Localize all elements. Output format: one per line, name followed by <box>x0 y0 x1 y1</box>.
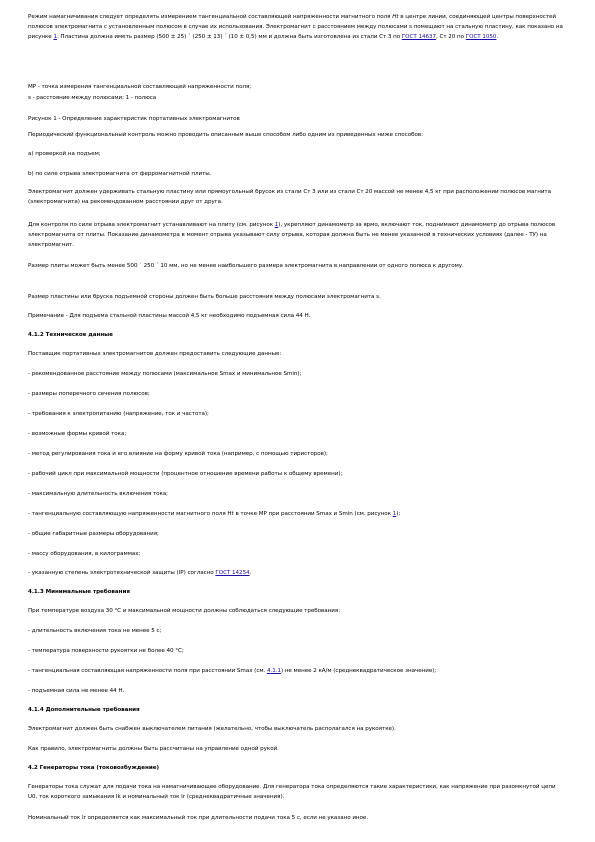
item-a: a) проверкой на подъем; <box>28 151 101 157</box>
list-item-tangential: - тангенциальную составляющую напряженности магнитного поля Ht в точке MP при расстоянии Smax и Smin (см. рисунок 1); <box>28 511 401 517</box>
paragraph-generators: Генераторы тока служат для подачи тока на намагничивающее оборудование. Для генератора тока определяются такие характеристики, как напряжение при разомкнутой цепи U0, ток короткого замыкания Ik и номинальный ток Ir (среднеквадратичные значения). <box>28 784 556 800</box>
list-item-ht: - тангенциальная составляющая напряженности поля при расстоянии Smax (см. 4.1.1) не менее 2 кА/м (среднеквадратическое значение); <box>28 668 437 674</box>
heading-4-1-3: 4.1.3 Минимальные требования <box>28 589 130 595</box>
figure-1-link[interactable]: 1 <box>53 34 57 40</box>
list-item: - рекомендованное расстояние между полюсами (максимальное Smax и минимальное Smin); <box>28 371 302 377</box>
list-item: - массу оборудования, в килограммах; <box>28 551 141 557</box>
paragraph-electromagnet-hold: Электромагнит должен удерживать стальную пластину или прямоугольный брусок из стали Ст 3 или из стали Ст 20 массой не менее 4,5 кг при расположении полюсов магнита (электромагнита) на рекомендованном расстоянии друг от друга. <box>28 189 552 205</box>
heading-4-1-2: 4.1.2 Техническое данные <box>28 332 113 338</box>
gost-14254-link[interactable]: ГОСТ 14254 <box>215 570 250 576</box>
item-b: b) по силе отрыва электромагнита от ферромагнитной плиты. <box>28 171 212 177</box>
paragraph-plate-size: Размер плиты может быть менее 500 ´ 250 ´ 10 мм, но не менее наибольшего размера электромагнита в направлении от одного полюса к другому. <box>28 263 464 269</box>
section-4-1-1-link[interactable]: 4.1.1 <box>266 668 281 674</box>
list-item: - возможные формы кривой тока; <box>28 431 127 437</box>
paragraph-bar-size: Размер пластины или бруска подъемной стороны должен быть больше расстояния между полюсами электромагнита s. <box>28 294 381 300</box>
gost-1050-link[interactable]: ГОСТ 1050 <box>465 34 497 40</box>
figure-caption: Рисунок 1 - Определение характеристик портативных электромагнитов <box>28 116 240 122</box>
list-item: - общие габаритные размеры оборудования; <box>28 531 159 537</box>
legend-s: s - расстояние между полюсами; 1 - полюса <box>28 95 157 101</box>
list-item: - метод регулирования тока и его влияние на форму кривой тока (например, с помощью тиристоров); <box>28 451 328 457</box>
gost-14637-link[interactable]: ГОСТ 14637 <box>401 34 437 40</box>
list-item-ip: - указанную степень электротехнической защиты (IP) согласно ГОСТ 14254. <box>28 570 252 576</box>
list-item: - размеры поперечного сечения полюсов; <box>28 391 150 397</box>
heading-4-2: 4.2 Генераторы тока (токовозбуждение) <box>28 765 159 771</box>
paragraph-magnetization-mode: Режим намагничивания следует определять измерением тангенциальной составляющей напряженности магнитного поля Ht в центре линии, соединяющей центры поверхностей полюсов электромагнита с установленным полюсом в случае их использования. Электромагнит с расстоянием между полюсами s помещают на стальную пластину, как показано на рисунке 1. Пластина должна иметь размер (500 ± 25) ´ (250 ± 13) ´ (10 ± 0,5) мм и должна быть изготовлена из стали Ст 3 по ГОСТ 14637, Ст 20 по ГОСТ 1050. <box>28 14 563 40</box>
paragraph-one-hand: Как правило, электромагниты должны быть рассчитаны на управление одной рукой. <box>28 746 279 752</box>
figure-1-link-2[interactable]: 1 <box>274 222 279 228</box>
paragraph-supplier-data: Поставщик портативных электромагнитов должен предоставить следующие данные: <box>28 351 282 357</box>
figure-1-link-3[interactable]: 1 <box>392 511 397 517</box>
list-item: - максимальную длительность включения тока; <box>28 491 169 497</box>
heading-4-1-4: 4.1.4 Дополнительные требования <box>28 707 140 713</box>
list-item: - температура поверхности рукоятки не более 40 °С; <box>28 648 184 654</box>
paragraph-periodic-check: Периодический функциональный контроль можно проводить описанным выше способом либо одним из приведенных ниже способов: <box>28 132 423 138</box>
paragraph-nominal-current: Номинальный ток Ir определяется как максимальный ток при длительности подачи тока 5 с, если не указано иное. <box>28 815 368 821</box>
paragraph-tear-off-control: Для контроля по силе отрыва электромагнит устанавливают на плиту (см. рисунок 1), укрепляют динамометр за ярмо, включают ток, поднимают динамометр до отрыва полюсов электромагнита от плиты. Показание динамометра в момент отрыва указывают силу отрыва, которая должна быть не менее указанной в технических условиях (далее - ТУ) на электромагнит. <box>28 222 556 248</box>
legend-mp: MP - точка измерения тангенциальной составляющей напряженности поля; <box>28 84 252 90</box>
list-item: - рабочий цикл при максимальной мощности (процентное отношение времени работы к общему времени); <box>28 471 343 477</box>
list-item: - требования к электропитанию (напряжение, ток и частота); <box>28 411 209 417</box>
paragraph-temperature: При температуре воздуха 30 °С и максимальной мощности должны соблюдаться следующие требования: <box>28 608 341 614</box>
paragraph-switch: Электромагнит должен быть снабжен выключателем питания (желательно, чтобы выключатель располагался на рукоятке). <box>28 726 396 732</box>
list-item: - длительность включения тока не менее 5 с; <box>28 628 162 634</box>
list-item: - подъемная сила не менее 44 Н. <box>28 688 125 694</box>
note: Примечание - Для подъема стальной пластины массой 4,5 кг необходимо подъемная сила 44 Н. <box>28 313 311 319</box>
